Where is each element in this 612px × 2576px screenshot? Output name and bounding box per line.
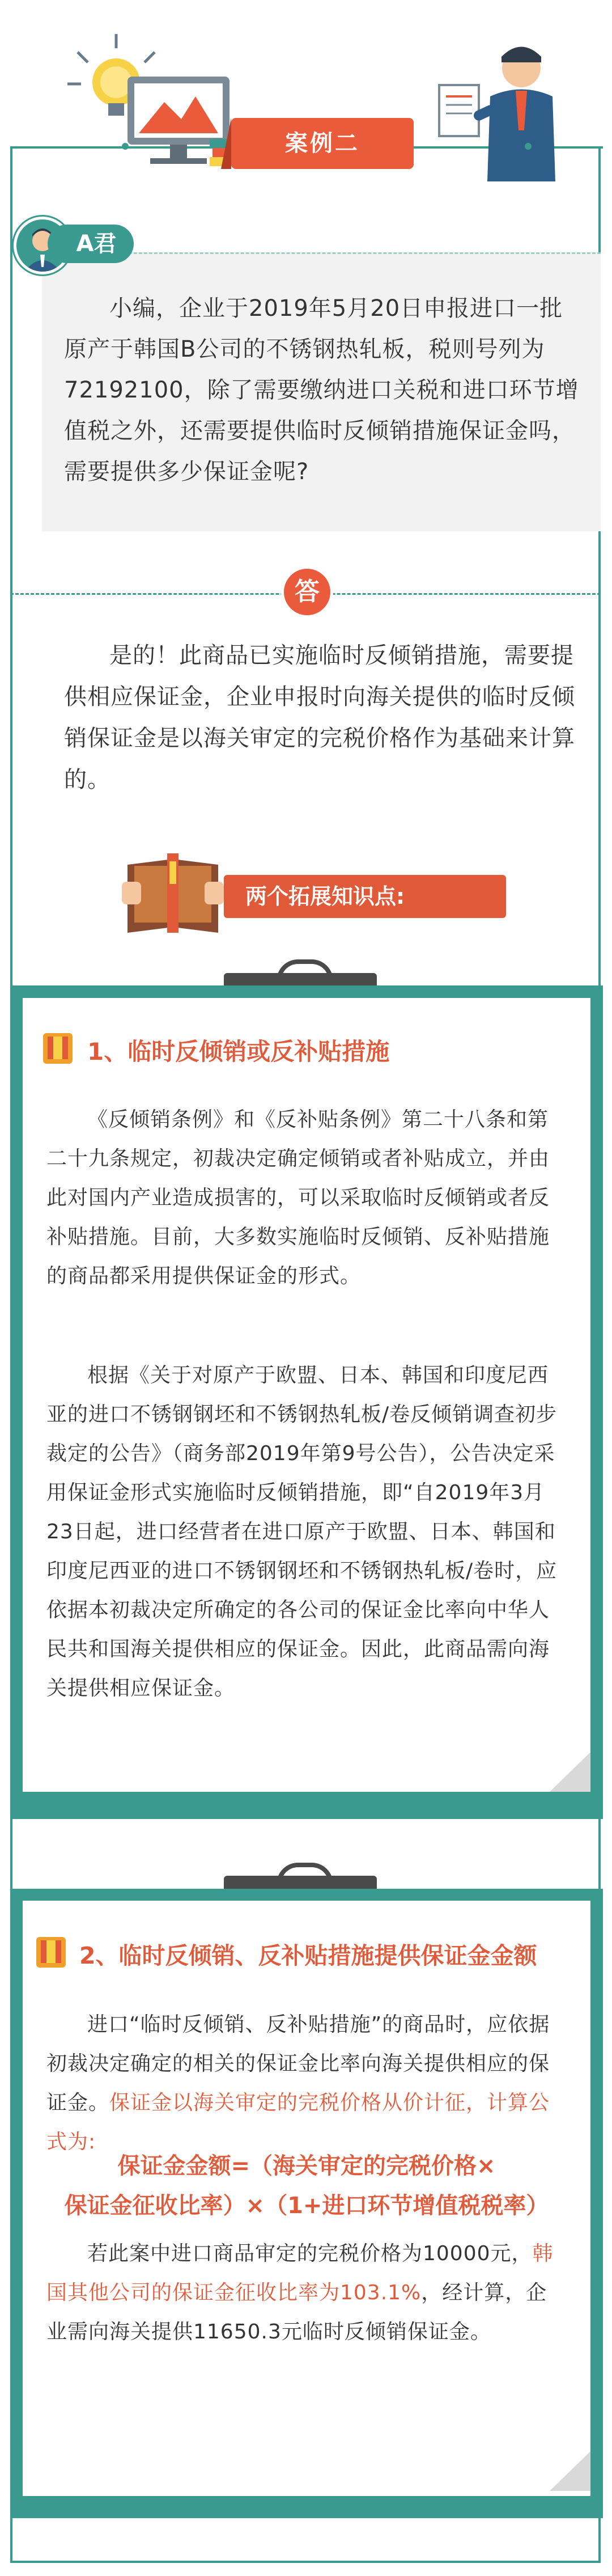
businessman-icon [472,47,555,182]
formula-line-1: 保证金金额=（海关审定的完税价格× [117,2153,496,2179]
answer-badge: 答 [281,566,333,618]
open-book-illustration [122,848,235,938]
section-2-highlight: 韩国其他公司的保证金征收比率为103.1% [46,2242,554,2304]
section-2-paragraph-2 [46,2234,567,2351]
section-1-title: 1、临时反倾销或反补贴措施 [87,1038,390,1065]
page-fold-corner [550,2451,603,2518]
businessman-illustration [416,34,604,181]
speaker-name-tag: A君 [48,225,134,263]
question-text: 小编，企业于2019年5月20日申报进口一批原产于韩国B公司的不锈钢热轧板，税则号列为72192100，除了需要缴纳进口关税和进口环节增值税之外，还需要提供临时反倾销措施保证金吗，需要提供多少保证金呢? [64,295,579,485]
section-2-paragraph-1 [46,2005,567,2162]
book-icon [34,1935,68,1970]
book-icon [122,853,224,933]
case-title-badge: 案例二 [231,118,414,169]
formula-line-2: 保证金征收比率）×（1+进口环节增值税税率） [64,2193,549,2219]
frame-dot [525,143,532,150]
knowledge-points-banner: 两个拓展知识点: [224,875,506,918]
section-1-paragraph-1: 《反倾销条例》和《反补贴条例》第二十八条和第二十九条规定，初裁决定确定倾销或者补贴成立，并由此对国内产业造成损害的，可以采取临时反倾销或者反补贴措施。目前，大多数实施临时反倾销、反补贴措施的商品都采用提供保证金的形式。 [46,1108,550,1288]
section-2-title: 2、临时反倾销、反补贴措施提供保证金金额 [79,1942,537,1969]
answer-text: 是的！此商品已实施临时反倾销措施，需要提供相应保证金，企业申报时向海关提供的临时反倾销保证金是以海关审定的完税价格作为基础来计算的。 [64,642,575,793]
section-2-highlight: 保证金以海关审定的完税价格从价计征，计算公式为: [46,2091,550,2154]
section-2-text: 进口“临时反倾销、反补贴措施”的商品时，应依据初裁决定确定的相关的保证金比率向海关提供相应的保证金。 [46,2013,550,2114]
section-2-text: ，经计算，企业需向海关提供11650.3元临时反倾销保证金。 [46,2281,547,2344]
page-fold-corner [550,1752,603,1819]
section-1-paragraph-2: 根据《关于对原产于欧盟、日本、韩国和印度尼西亚的进口不锈钢钢坯和不锈钢热轧板/卷反倾销调查初步裁定的公告》（商务部2019年第9号公告），公告决定采用保证金形式实施临时反倾销措施，即“自2019年3月23日起，进口经营者在进口原产于欧盟、日本、韩国和印度尼西亚的进口不锈钢钢坯和不锈钢热轧板/卷时，应依据本初裁决定所确定的各公司的保证金比率向中华人民共和国海关提供相应的保证金。因此，此商品需向海关提供相应保证金。 [46,1364,558,1700]
document-icon [439,85,479,136]
book-icon [41,1031,75,1066]
frame-dot [122,143,129,150]
section-2-text: 若此案中进口商品审定的完税价格为10000元， [87,2242,533,2265]
